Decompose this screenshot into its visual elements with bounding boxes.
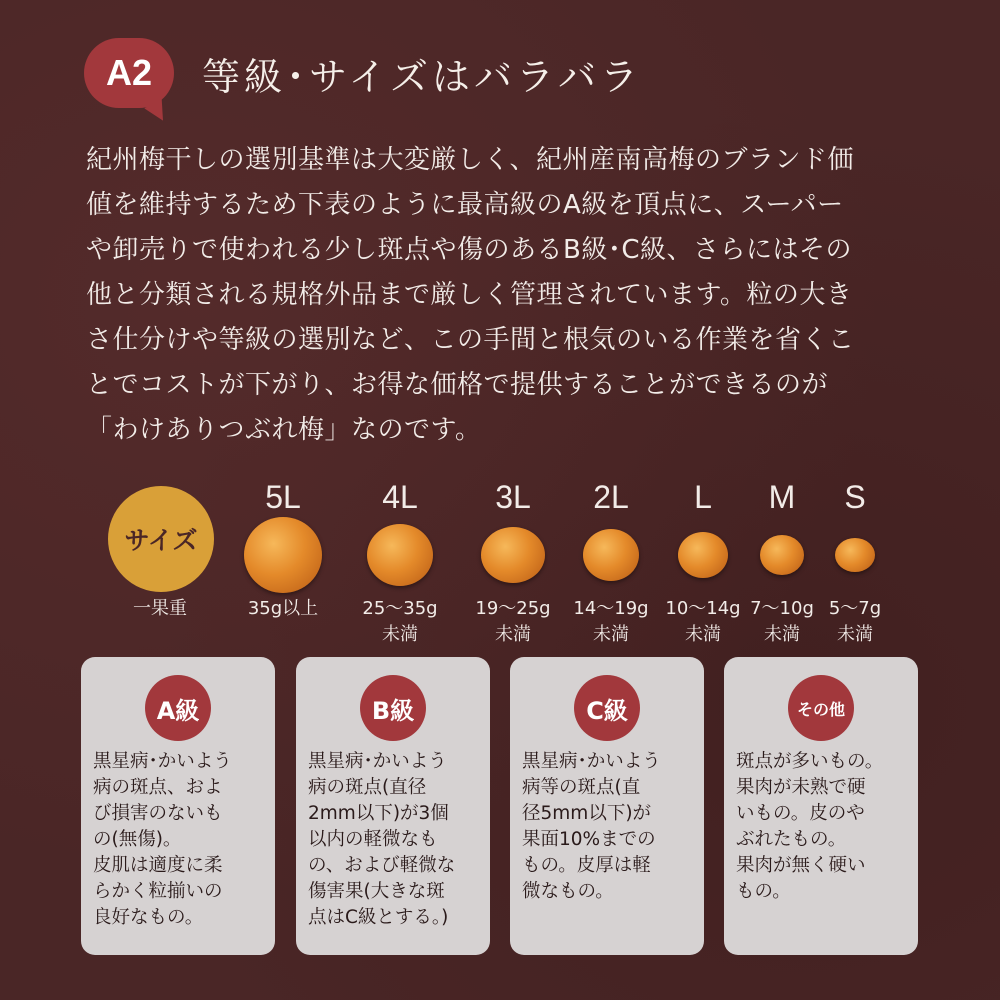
plum-5l-image	[244, 517, 322, 593]
grade-line: 黒星病･かいよう	[93, 751, 232, 772]
grade-card-a	[81, 657, 275, 955]
grade-badge: B級	[360, 675, 426, 741]
size-name: S	[844, 479, 866, 515]
grade-line: 傷害果(大きな斑	[308, 881, 445, 902]
section-badge: A2	[84, 38, 174, 108]
intro-line: とでコストが下がり、お得な価格で提供することができるのが	[86, 370, 829, 400]
grade-description	[736, 749, 912, 905]
grade-badge: その他	[788, 675, 854, 741]
size-name: 3L	[495, 479, 531, 515]
grade-line: 病の斑点、およ	[93, 777, 223, 798]
grade-line: らかく粒揃いの	[93, 881, 223, 902]
size-name: 4L	[382, 479, 418, 515]
grade-line: もの。皮厚は軽	[522, 855, 651, 876]
size-note: 未満	[593, 624, 629, 645]
grade-line: 2mm以下)が3個	[308, 803, 449, 824]
size-weight: 10～14g	[665, 598, 741, 619]
grade-description	[308, 749, 484, 931]
size-weight: 7～10g	[750, 598, 814, 619]
grade-line: ぶれたもの。	[736, 829, 847, 850]
grade-card-c	[510, 657, 704, 955]
intro-paragraph	[86, 138, 926, 453]
grade-description	[93, 749, 269, 931]
plum-s-image	[835, 538, 875, 572]
grade-line: 皮肌は適度に柔	[93, 855, 223, 876]
size-weight: 35g以上	[247, 598, 319, 619]
grade-badge: A級	[145, 675, 211, 741]
plum-l-image	[678, 532, 728, 578]
size-note: 未満	[837, 624, 873, 645]
section-title: 等級･サイズはバラバラ	[202, 54, 642, 99]
size-weight: 25～35g	[362, 598, 438, 619]
intro-line: さ仕分けや等級の選別など、この手間と根気のいる作業を省くこ	[86, 325, 855, 355]
intro-line: 他と分類される規格外品まで厳しく管理されています。粒の大き	[86, 280, 853, 310]
plum-2l-image	[583, 529, 639, 581]
size-note: 未満	[495, 624, 531, 645]
size-name: 5L	[265, 479, 301, 515]
intro-line: 「わけありつぶれ梅」なのです。	[86, 415, 482, 445]
size-weight: 14～19g	[573, 598, 649, 619]
weight-per-fruit-label: 一果重	[133, 598, 187, 619]
grade-line: 黒星病･かいよう	[308, 751, 447, 772]
plum-3l-image	[481, 527, 545, 583]
grade-line: 病の斑点(直径	[308, 777, 427, 798]
grade-line: 以内の軽微なも	[308, 829, 438, 850]
intro-line: や卸売りで使われる少し斑点や傷のあるB級･C級、さらにはその	[86, 235, 852, 265]
grade-line: 黒星病･かいよう	[522, 751, 661, 772]
size-column-5l	[228, 478, 338, 624]
plum-4l-image	[367, 524, 433, 586]
size-note: 未満	[382, 624, 418, 645]
grade-card-b	[296, 657, 490, 955]
size-column-3l	[458, 478, 568, 646]
grade-line: もの。	[736, 881, 791, 902]
grade-line: 病等の斑点(直	[522, 777, 641, 798]
grade-line: の(無傷)。	[93, 829, 182, 850]
size-name: M	[768, 479, 796, 515]
grade-line: 果面10%までの	[522, 829, 656, 850]
plum-m-image	[760, 535, 804, 575]
grade-line: 果肉が未熟で硬	[736, 777, 866, 798]
size-badge: サイズ	[108, 486, 214, 592]
grade-badge: C級	[574, 675, 640, 741]
size-name: 2L	[593, 479, 629, 515]
grade-line: 良好なもの。	[93, 907, 204, 928]
section-header	[84, 38, 642, 108]
size-weight: 19～25g	[475, 598, 551, 619]
grade-line: び損害のないも	[93, 803, 223, 824]
grade-line: いもの。皮のや	[736, 803, 865, 824]
size-note: 未満	[764, 624, 800, 645]
grade-card-other	[724, 657, 918, 955]
grade-line: 斑点が多いもの。	[736, 751, 884, 772]
grade-line: 径5mm以下)が	[522, 803, 652, 824]
grade-description	[522, 749, 698, 905]
intro-line: 紀州梅干しの選別基準は大変厳しく、紀州産南高梅のブランド価	[86, 145, 854, 175]
grade-line: 点はC級とする。)	[308, 907, 449, 928]
size-column-s	[800, 478, 910, 646]
grade-line: 微なもの。	[522, 881, 614, 902]
size-name: L	[694, 479, 712, 515]
grade-line: 果肉が無く硬い	[736, 855, 866, 876]
size-column-4l	[345, 478, 455, 646]
intro-line: 値を維持するため下表のように最高級のA級を頂点に、スーパー	[86, 190, 844, 220]
size-note: 未満	[685, 624, 721, 645]
grade-line: の、および軽微な	[308, 855, 456, 876]
size-weight: 5～7g	[828, 598, 882, 619]
